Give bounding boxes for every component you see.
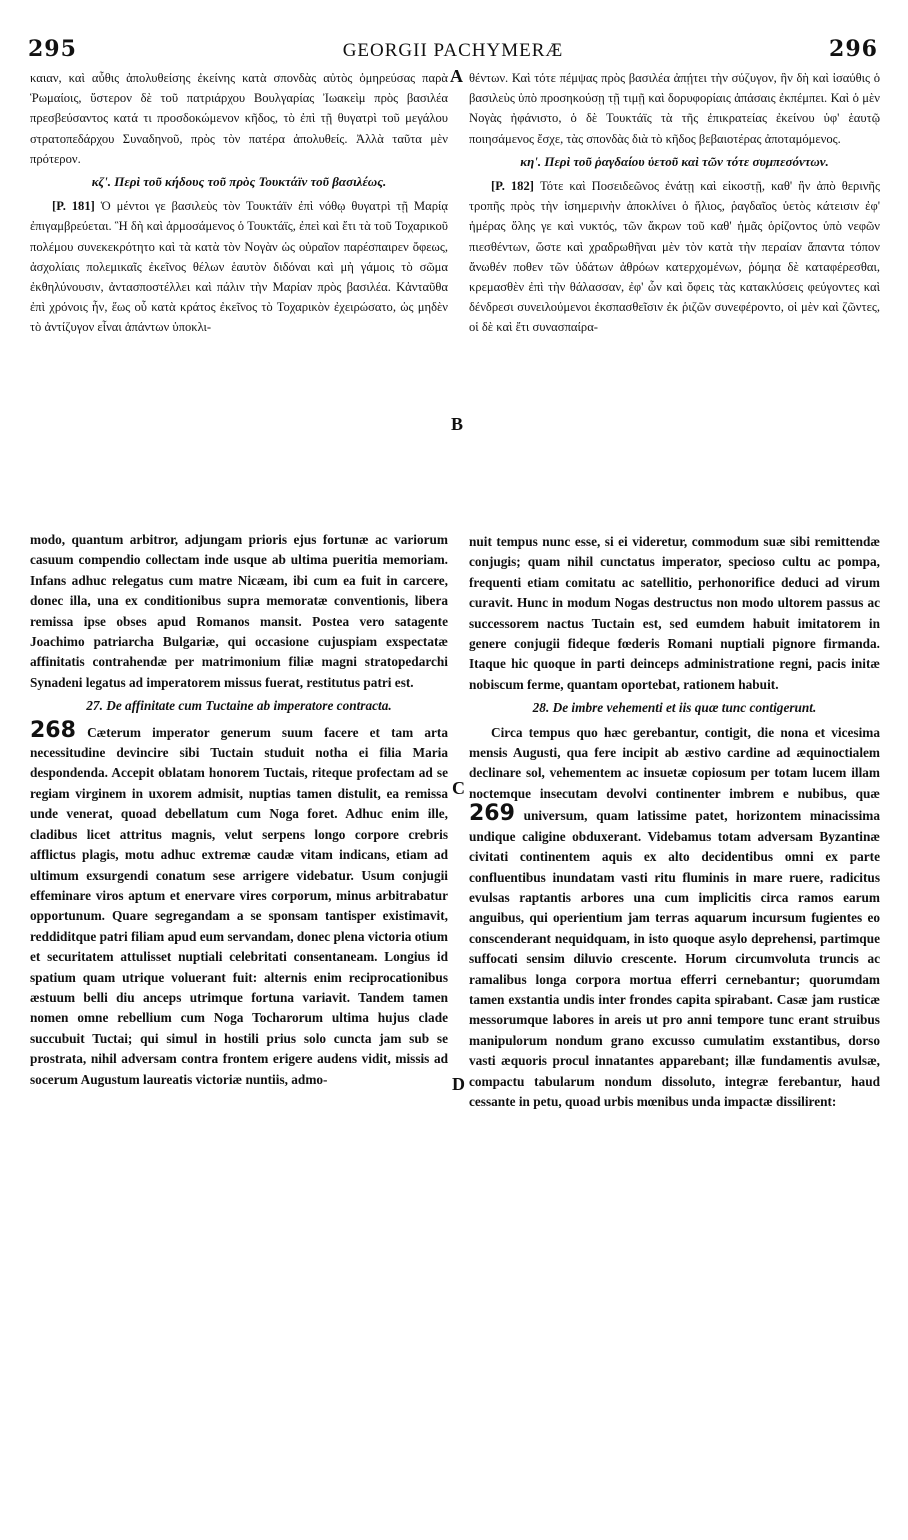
page-reference-182: [P. 182] — [491, 179, 534, 194]
greek-text-right-column — [469, 68, 880, 338]
latin-text-left-column — [30, 530, 448, 1090]
latin-text-right-column — [469, 532, 880, 1112]
running-title: GEORGII PACHYMERÆ — [342, 40, 564, 61]
edition-page-number-268: 268 — [30, 717, 76, 743]
greek-chapter-heading-27: κζ'. Περὶ τοῦ κήδους τοῦ πρὸς Τουκτάϊν τοῦ βασιλέως. — [91, 174, 387, 190]
margin-letter-a: A — [450, 66, 463, 86]
latin-right-paragraph-2 — [469, 723, 880, 1113]
greek-text-left-column — [30, 68, 448, 338]
page-number-left: 295 — [28, 36, 77, 62]
edition-page-number-269: 269 — [469, 801, 515, 827]
greek-chapter-heading-28: κη'. Περὶ τοῦ ῥαγδαίου ὑετοῦ καὶ τῶν τότε συμπεσόντων. — [520, 153, 829, 169]
margin-letter-b: B — [451, 414, 464, 434]
page-number-right: 296 — [829, 36, 878, 62]
greek-right-paragraph-1: θέντων. Καὶ τότε πέμψας πρὸς βασιλέα ἀπῄτει τὴν σύζυγον, ἣν δὴ καὶ ἰσαύθις ὁ βασιλεὺς ὑπὸ προσηκούσῃ τῇ τιμῇ καὶ δορυφορίαις ἁπάσαις ἐκπέμπει. Καὶ ὁ μὲν Νογὰς ἠφάνιστο, ὁ δὲ Τουκτάϊς τὰ τῆς ἐπικρατείας ἐκείνου ὑφ' ἑαυτῷ ποιησάμενος ἔσχε, τὰς σπονδὰς διὰ τὸ κῆδος βεβαιοτέρας ἀποταμόμενος. — [469, 71, 880, 146]
latin-left-paragraph-2 — [30, 717, 448, 1090]
page-reference-181: [P. 181] — [52, 199, 95, 214]
latin-right-paragraph-2b-text: universum, quam latissime patet, horizontem minacissima undique caligine obduxerant. Videbamus totam adversam Byzantinæ civitati continentem aquis ex alto decidentibus omni ex parte confluentibus inundatam vasti ritu fluminis in mare ruere, radicitus evulsas raptantis arbores una cum implicitis circa ramos earum anguibus, qui operientium jam terras aquarum incursum fugientes eo conscenderant nequidquam, in isto quoque asylo deprehensi, partimque suffocati sensim diluvio crescente. Horum circumvoluta truncis ac ramalibus longa corpora mortua efferri cernebantur; quorumdam tamen exstantia undis inter frondes capita spirabant. Casæ jam rusticæ messorumque labores in areis ut pro anni tempore tunc erant struibus manipulorum nondum grano excusso cumulatim exstantibus, dorso vasti æquoris procul innatantes apparebant; illæ fundamentis avulsæ, compactu tabularum nondum dissoluto, integræ ferebantur, haud cessante in petu, quoad urbis mœnibus unda impactæ dissilirent: — [469, 808, 881, 1109]
margin-letter-d: D — [452, 1074, 465, 1094]
greek-left-paragraph-2-text: Ὁ μέντοι γε βασιλεὺς τὸν Τουκτάϊν ἐπὶ νόθῳ θυγατρὶ τῇ Μαρίᾳ ἐπιγαμβρεύεται. Ἣ δὴ καὶ ἁρμοσάμενος ὁ Τουκτάϊς, ἐπεὶ καὶ ἔτι τὰ τοῦ Τοχαρικοῦ πολέμου συνεκεκρότητο καὶ τὰ κατὰ τὸν Νογὰν ὡς οὐραῖον παρέσπαιρεν ὄφεως, ἀσχολίαις πολεμικαῖς ἐκεῖνος θέλων ἑαυτὸν διδόναι καὶ μὴ γάμοις τὸ σῶμα ἐκθηλύνουσιν, ἀντασποστέλλει καὶ πάλιν τὴν Μαρίαν πρὸς βασιλέα. Κἀνταῦθα ἐπὶ χρόνοις ἦν, ἕως οὗ κατὰ κράτος ἐκεῖνος τὸ Τοχαρικὸν ἐχειρώσατο, ὡς μηδὲν τὸ ἀντίζυγον εἶναι ἁπάντων ὑποκλι- — [30, 199, 448, 335]
latin-left-paragraph-2-text: Cæterum imperator generum suum facere et tam arta necessitudine devincire sibi Tuctain studuit notha ei filia Maria despondenda. Accepit oblatam honorem Tuctais, riteque profectam ad se regiam virginem in uxorem admisit, nuptias tamen distulit, ea remissa unde venerat, quoad debellatum cum Noga foret. Adhuc enim ille, cladibus licet attritus magnis, velut serpens longo corpore crebris afflictus plagis, motu adhuc extremæ caudæ vitam indicans, etiam ad ultimum exsurgendi conatum sese arrigere videbatur. Usum conjugii effeminare viros aptum et enervare vires corporum, minus arbitrabatur opportunum. Quare segregandam a se sponsam tantisper existimavit, reddiditque patri filiam apud eum servandam, donec plena victoria otium et securitatem attulisset nuptiali celebritati consentaneam. Longius id spatium quam utrique voluerant fuit: alternis enim reciprocationibus æstuum belli diu anceps utrimque fortuna variavit. Tandem tamen nomen omne rebellium cum Noga Tocharorum ultima hujus clade succubuit Tuctai; qui simul in hostili prius solo cuncta jam sub se prostrata, nihil adversam contra frontem erigere audens vidit, missis ad socerum Augustum laureatis victoriæ nuntiis, admo- — [30, 724, 448, 1087]
running-head — [28, 36, 878, 64]
latin-left-paragraph-1: modo, quantum arbitror, adjungam prioris ejus fortunæ ac variorum casuum compendio collectam inde usque ab ultima pueritia memoriam. Infans adhuc relegatus cum matre Nicæam, ibi cum ea fuit in carcere, donec illa, una ex conditionibus supra memoratæ conventionis, libera remissa ipse obses apud Romanos mansit. Postea vero satagente Joachimo patriarcha Bulgariæ, qui occasione cujuspiam exspectatæ affinitatis contrahendæ per matrimonium filiæ magni stratopedarchi Synadeni legatus ad imperatorem missus fuerat, restitutus patri est. — [30, 532, 448, 690]
greek-right-paragraph-2-text: Τότε καὶ Ποσειδεῶνος ἐνάτῃ καὶ εἰκοστῇ, καθ' ἣν ἀπὸ θερινῆς τροπῆς πρὸς τὴν ἰσημερινὴν ἀποκλίνει ὁ ἥλιος, ῥαγδαῖος ὑετὸς κάτεισιν ἐφ' ἡμέρας ὅλης γε καὶ νυκτός, τῶν ἄκρων τοῦ καθ' ἡμᾶς ὁρίζοντος ὑπὸ νεφῶν πιεσθέντων, ὥστε καὶ χραδρωθῆναι μὲν τὸν κατὰ τὴν περαίαν ἅπαντα τόπον ἄνωθέν ποθεν τῶν ὑδάτων ἀθρόων κατερχομένων, ῥόμηα δὲ καταφέρεσθαι, κρεμασθὲν ἐπὶ τὴν θάλασσαν, ἐφ' ὧν καὶ ὄφεις τὰς κατακλύσεις φεύγοντες καὶ δένδρεσι συνειλούμενοι ἐκσπασθεῖσιν ἐκ ῥιζῶν συνεφέροντο, οἱ μὲν καὶ ζῶντες, οἱ δὲ καὶ ἔτι συνασπαίρα- — [469, 179, 880, 335]
latin-chapter-heading-27: 27. De affinitate cum Tuctaine ab imperatore contracta. — [86, 698, 392, 714]
margin-letter-c: C — [452, 778, 465, 798]
greek-left-paragraph-1: καιαν, καὶ αὖθις ἀπολυθείσης ἐκείνης κατὰ σπονδὰς αὐτὸς ὁμηρεύσας παρὰ Ῥωμαίοις, ὕστερον δὲ τοῦ πατριάρχου Βουλγαρίας Ἰωακεὶμ πρὸς βασιλέα πρεσβεύσαντος κατά τι προσδοκώμενον κῆδος, τὸ ἐπὶ τῇ θυγατρὶ τοῦ μεγάλου στρατοπεδάρχου Συναδηνοῦ, πρὸς τὸν πατέρα ἀπολυθείς. Ἀλλὰ ταῦτα μὲν πρότερον. — [30, 71, 448, 166]
latin-right-paragraph-2a-text: Circa tempus quo hæc gerebantur, contigit, die nona et vicesima mensis Augusti, qua fere incipit ab æstivo cardine ad æquinoctialem declinare sol, vehementem ac insuetæ copiosum per totam lucem illam noctemque insecutam devolvi continenter imbrem e nubibus, quæ — [469, 724, 880, 801]
greek-right-paragraph-2 — [469, 176, 880, 338]
latin-chapter-heading-28: 28. De imbre vehementi et iis quæ tunc contigerunt. — [532, 700, 817, 716]
latin-right-paragraph-1: nuit tempus nunc esse, si ei videretur, commodum suæ sibi remittendæ conjugis; quam nihil cunctatus imperator, specioso cultu ac pompa, frequenti etiam comitatu ac satellitio, perhonorifice deduci ad virum curavit. Hunc in modum Nogas destructus non modo ultorem passus ac successorem nactus Tuctain est, sed eumdem habuit imitatorem in genere conjugii fideque fœderis Romani nuptiali pignore firmanda. Itaque hic quoque in parti deinceps administratione regni, pacis initæ nobiscum ferme, quantam oportebat, rationem habuit. — [469, 534, 880, 692]
greek-left-paragraph-2 — [30, 196, 448, 337]
